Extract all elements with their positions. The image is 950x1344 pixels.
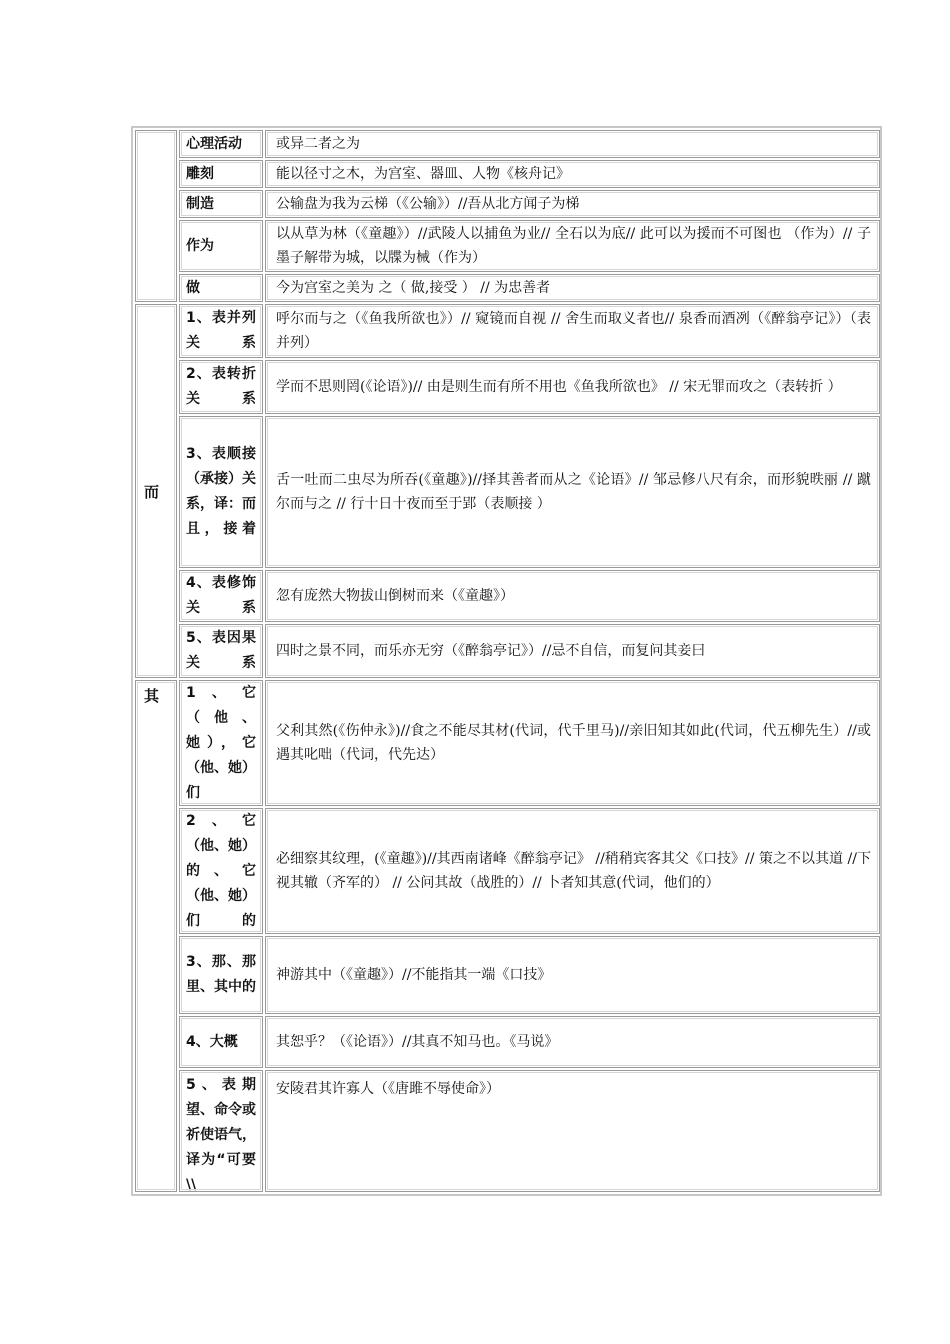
- word-cell-blank: [135, 130, 177, 302]
- meaning-label: 5、表因果关系: [179, 624, 263, 678]
- example-text: 父利其然(《伤仲永》)//食之不能尽其材(代词，代千里马)//亲旧知其如此(代词，代五柳先生）//或遇其叱咄（代词，代先达）: [265, 680, 880, 806]
- example-text: 忽有庞然大物拔山倒树而来（《童趣》）: [265, 570, 880, 622]
- meaning-label: 4、表修饰关系: [179, 570, 263, 622]
- meaning-label: 作为: [179, 220, 263, 272]
- meaning-label: 心理活动: [179, 130, 263, 158]
- example-text: 安陵君其许寡人（《唐雎不辱使命》）: [265, 1070, 880, 1192]
- example-text: 学而不思则罔(《论语》)// 由是则生而有所不用也《鱼我所欲也》 // 宋无罪而攻之（表转折 ）: [265, 360, 880, 414]
- example-text: 四时之景不同，而乐亦无穷（《醉翁亭记》）//忌不自信，而复问其妾曰: [265, 624, 880, 678]
- example-text: 必细察其纹理，(《童趣》)//其西南诸峰《醉翁亭记》 //稍稍宾客其父《口技》// 策之不以其道 //下视其辙（齐军的） // 公问其故（战胜的）// 卜者知其意(代词，他们的）: [265, 808, 880, 934]
- example-text: 或异二者之为: [265, 130, 880, 158]
- example-text: 呼尔而与之（《鱼我所欲也》）// 窥镜而自视 // 舍生而取义者也// 泉香而酒冽（《醉翁亭记》）（表并列）: [265, 304, 880, 358]
- meaning-label: 2、它（他、她）的、它（他、她）们的: [179, 808, 263, 934]
- meaning-label: 3、表顺接（承接）关系，译：而且，接着: [179, 416, 263, 568]
- example-text: 其恕乎？（《论语》）//其真不知马也。《马说》: [265, 1016, 880, 1068]
- meaning-label: 3、那、那里、其中的: [179, 936, 263, 1014]
- example-text: 神游其中（《童趣》）//不能指其一端《口技》: [265, 936, 880, 1014]
- meaning-label: 做: [179, 274, 263, 302]
- example-text: 舌一吐而二虫尽为所吞(《童趣》)//择其善者而从之《论语》// 邹忌修八尺有余，而形貌昳丽 // 蹴尔而与之 // 行十日十夜而至于郢（表顺接 ）: [265, 416, 880, 568]
- meaning-label: 2、表转折关系: [179, 360, 263, 414]
- word-cell-er: 而: [135, 304, 177, 678]
- meaning-label: 5、表期望、命令或祈使语气，译为“可要\\: [179, 1070, 263, 1192]
- meaning-label: 1、表并列关系: [179, 304, 263, 358]
- meaning-label: 1、它（他、她），它（他、她）们: [179, 680, 263, 806]
- meaning-label: 制造: [179, 190, 263, 218]
- vocabulary-table: [131, 126, 882, 1196]
- example-text: 公输盘为我为云梯（《公输》）//吾从北方闻子为梯: [265, 190, 880, 218]
- meaning-label: 雕刻: [179, 160, 263, 188]
- example-text: 以从草为林（《童趣》）//武陵人以捕鱼为业// 全石以为底// 此可以为援而不可图也 （作为）// 子墨子解带为城，以牒为械（作为）: [265, 220, 880, 272]
- meaning-label: 4、大概: [179, 1016, 263, 1068]
- example-text: 今为宫室之美为 之（ 做,接受 ） // 为忠善者: [265, 274, 880, 302]
- word-cell-qi: 其: [135, 680, 177, 1192]
- example-text: 能以径寸之木，为宫室、器皿、人物《核舟记》: [265, 160, 880, 188]
